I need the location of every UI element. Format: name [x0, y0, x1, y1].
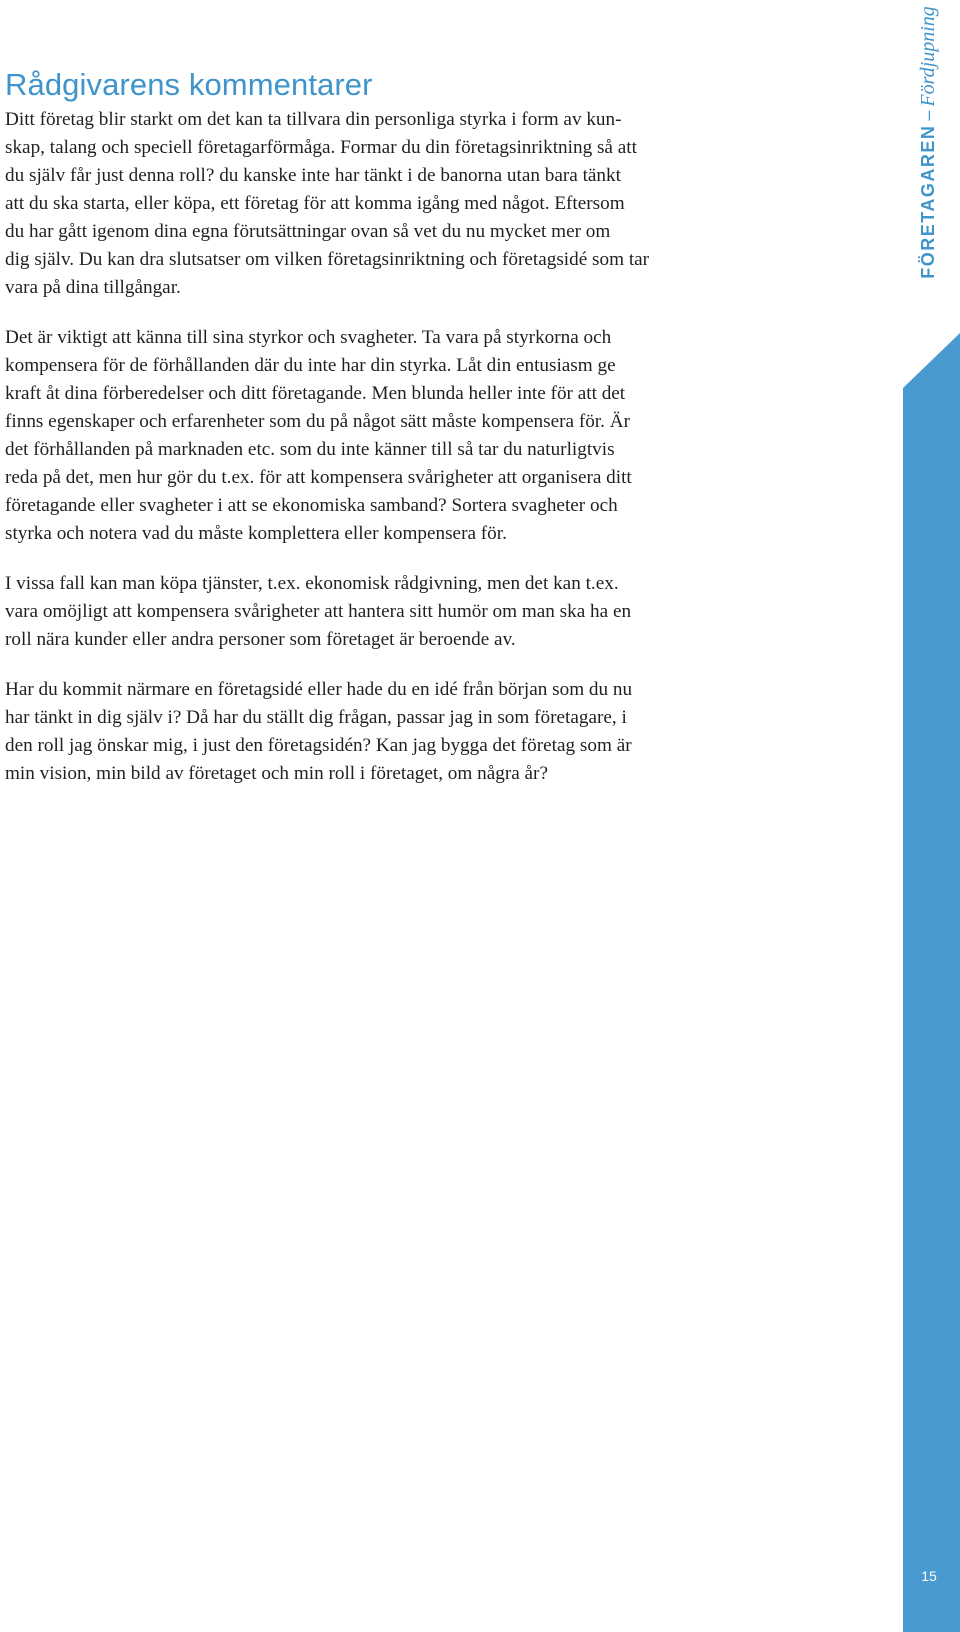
text-line: vara på dina tillgångar.: [5, 277, 181, 298]
text-line: skap, talang och speciell företagarförmåga. Formar du din företagsinriktning så att: [5, 137, 637, 158]
text-line: vara omöjligt att kompensera svårigheter att hantera sitt humör om man ska ha en: [5, 601, 632, 622]
paragraph-2: [5, 324, 733, 548]
text-line: Har du kommit närmare en företagsidé eller hade du en idé från början som du nu: [5, 679, 633, 700]
paragraph-3: [5, 570, 733, 654]
text-line: kraft åt dina förberedelser och ditt företagande. Men blunda heller inte för att det: [5, 383, 626, 404]
text-line: kompensera för de förhållanden där du inte har din styrka. Låt din entusiasm ge: [5, 355, 616, 376]
text-line: att du ska starta, eller köpa, ett företag för att komma igång med något. Eftersom: [5, 193, 625, 214]
section-label-italic: Fördjupning: [916, 6, 939, 107]
section-label-dash: –: [917, 110, 938, 121]
text-line: I vissa fall kan man köpa tjänster, t.ex. ekonomisk rådgivning, men det kan t.ex.: [5, 573, 619, 594]
paragraph-1: [5, 106, 733, 302]
text-line: roll nära kunder eller andra personer som företaget är beroende av.: [5, 629, 516, 650]
text-line: dig själv. Du kan dra slutsatser om vilken företagsinriktning och företagsidé som tar: [5, 249, 650, 270]
text-line: Det är viktigt att känna till sina styrkor och svagheter. Ta vara på styrkorna och: [5, 327, 612, 348]
page-number: 15: [921, 1568, 937, 1584]
text-line: har tänkt in dig själv i? Då har du ställt dig frågan, passar jag in som företagare, i: [5, 707, 627, 728]
section-label: [916, 6, 939, 279]
page-title: Rådgivarens kommentarer: [5, 67, 373, 102]
text-line: företagande eller svagheter i att se ekonomiska samband? Sortera svagheter och: [5, 495, 618, 516]
text-line: du själv får just denna roll? du kanske inte har tänkt i de banorna utan bara tänkt: [5, 165, 621, 186]
main-content: [5, 66, 733, 810]
text-line: reda på det, men hur gör du t.ex. för att kompensera svårigheter att organisera ditt: [5, 467, 632, 488]
text-line: min vision, min bild av företaget och min roll i företaget, om några år?: [5, 763, 548, 784]
text-line: du har gått igenom dina egna förutsättningar ovan så vet du nu mycket mer om: [5, 221, 611, 242]
text-line: den roll jag önskar mig, i just den företagsidén? Kan jag bygga det företag som är: [5, 735, 632, 756]
text-line: det förhållanden på marknaden etc. som du inte känner till så tar du naturligtvis: [5, 439, 615, 460]
text-line: styrka och notera vad du måste komplettera eller kompensera för.: [5, 523, 507, 544]
text-line: Ditt företag blir starkt om det kan ta tillvara din personliga styrka i form av kun-: [5, 109, 622, 130]
paragraph-4: [5, 676, 733, 788]
section-label-caps: FÖRETAGAREN: [917, 124, 938, 279]
text-line: finns egenskaper och erfarenheter som du på något sätt måste kompensera för. Är: [5, 411, 630, 432]
